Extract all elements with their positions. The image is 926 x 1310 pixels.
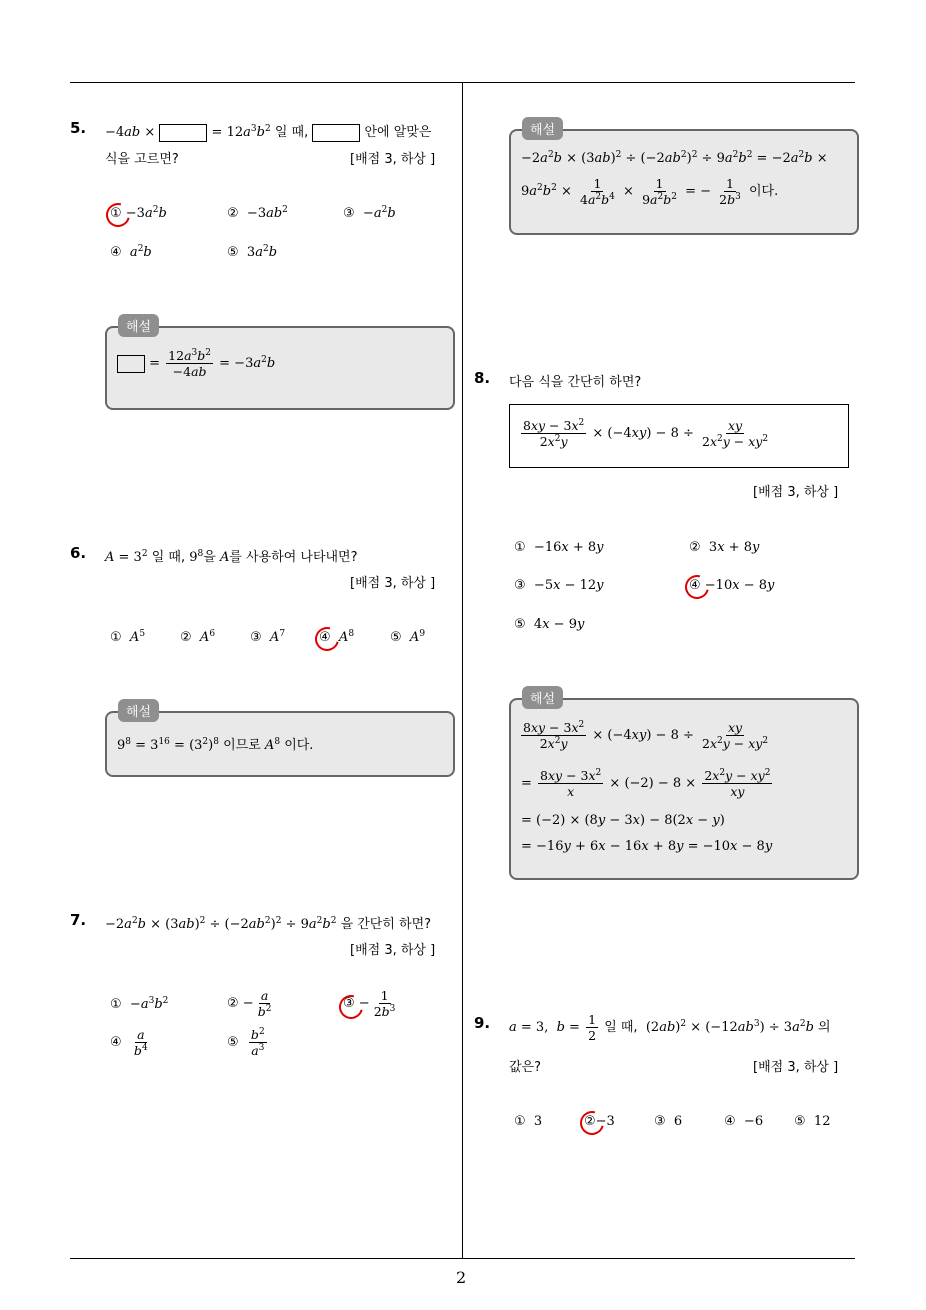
q8-solution-line3: = (−2) × (8y − 3x) − 8(2x − y) [521,813,725,828]
q9-option-5: ⑤ 12 [794,1114,831,1129]
q8-option-3: ③ −5x − 12y [514,578,604,593]
page-number: 2 [456,1268,467,1287]
q8-stem: 다음 식을 간단히 하면? [509,375,642,390]
q9-option-2: ②−3 [584,1114,615,1129]
q9-option-4: ④ −6 [724,1114,764,1129]
q8-solution-tag: 해설 [522,686,563,709]
q7-option-1: ① $-a^3b^2$ [110,996,169,1012]
q7-solution-tag: 해설 [522,117,563,140]
q8-solution-line1: $\frac{8xy - 3x^2}{2x^2y}$ × (−4xy) − 8 ÷ $\frac{xy}{2x^2y - xy^2}$ [523,720,769,751]
q8-meta: [배점 3, 하상 ] [753,485,839,500]
answer-mark-icon [681,571,714,604]
q5-stem: −4ab × = $12a^3b^2$ 일 때, 안에 알맞은 [105,124,432,140]
q9-meta: [배점 3, 하상 ] [753,1060,839,1075]
q5-option-4: ④ $a^2b$ [110,244,152,260]
q6-option-1: ① $A^5$ [110,629,146,645]
q5-solution-tag: 해설 [118,314,159,337]
q8-option-2: ② 3x + 8y [689,540,760,555]
q5-meta: [배점 3, 하상 ] [350,152,436,167]
q5-solution-math: = $\frac{12a^3b^2}{-4ab}$ = $-3a^2b$ [117,348,275,379]
q7-solution-line1: $-2a^2b \times (3ab)^2 \div (-2ab^2)^2 \div 9a^2b^2 = -2a^2b$ × [521,150,828,166]
q7-meta: [배점 3, 하상 ] [350,943,436,958]
q6-option-5: ⑤ $A^9$ [390,629,426,645]
column-divider [462,82,463,1259]
q8-number: 8. [474,369,491,387]
q6-option-3: ③ $A^7$ [250,629,286,645]
q6-solution-math: $9^8 = 3^{16} = (3^2)^8$ 이므로 $A^8$ 이다. [117,737,314,753]
q5-number: 5. [70,119,87,137]
answer-mark-icon [311,623,344,656]
q7-stem: $-2a^2b \times (3ab)^2 \div (-2ab^2)^2 \div 9a^2b^2$ 을 간단히 하면? [105,916,432,932]
q5-blank-box [159,124,207,142]
q9-option-1: ① 3 [514,1114,543,1129]
q9-number: 9. [474,1014,491,1032]
q9-stem: a = 3, b = $\frac{1}{2}$ 일 때, $(2ab)^2 \times (-12ab^3) \div 3a^2b$ 의 [509,1012,831,1043]
q6-stem: $A = 3^2$ 일 때, $9^8$을 A를 사용하여 나타내면? [105,549,358,565]
q7-option-4: ④ $\frac{a}{b^4}$ [110,1027,148,1058]
q9-option-3: ③ 6 [654,1114,683,1129]
q5-option-3: ③ $-a^2b$ [343,205,396,221]
q6-number: 6. [70,544,87,562]
q8-solution-line4: = −16y + 6x − 16x + 8y = −10x − 8y [521,839,773,854]
q5-option-2: ② $-3ab^2$ [227,205,288,221]
q7-solution-line2: $9a^2b^2$ × $\frac{1}{4a^2b^4}$ × $\frac{1}{9a^2b^2}$ = − $\frac{1}{2b^3}$ 이다. [521,176,779,207]
q8-option-4: ④ −10x − 8y [689,578,775,593]
q5-option-5: ⑤ $3a^2b$ [227,244,278,260]
q8-solution-line2: = $\frac{8xy - 3x^2}{x}$ × (−2) − 8 × $\frac{2x^2y - xy^2}{xy}$ [521,768,771,799]
q5-option-1: ① $-3a^2b$ [110,205,167,221]
q8-option-5: ⑤ 4x − 9y [514,617,585,632]
q5-blank-box-2 [312,124,360,142]
q6-option-4: ④ $A^8$ [319,629,355,645]
bottom-rule [70,1258,855,1259]
q7-number: 7. [70,911,87,929]
q6-option-2: ② $A^6$ [180,629,216,645]
answer-mark-icon [102,199,135,232]
q6-meta: [배점 3, 하상 ] [350,576,436,591]
q8-expression: $\frac{8xy - 3x^2}{2x^2y}$ × (−4xy) − 8 ÷ $\frac{xy}{2x^2y - xy^2}$ [523,418,769,449]
q9-stem-line2: 값은? [509,1060,542,1075]
q7-option-3: ③ − $\frac{1}{2b^3}$ [343,988,396,1019]
q6-solution-tag: 해설 [118,699,159,722]
answer-mark-icon [576,1107,609,1140]
q7-option-5: ⑤ $\frac{b^2}{a^3}$ [227,1027,265,1058]
q7-option-2: ② − $\frac{a}{b^2}$ [227,988,272,1019]
q5-stem-line2: 식을 고르면? [105,152,179,167]
q8-option-1: ① −16x + 8y [514,540,604,555]
